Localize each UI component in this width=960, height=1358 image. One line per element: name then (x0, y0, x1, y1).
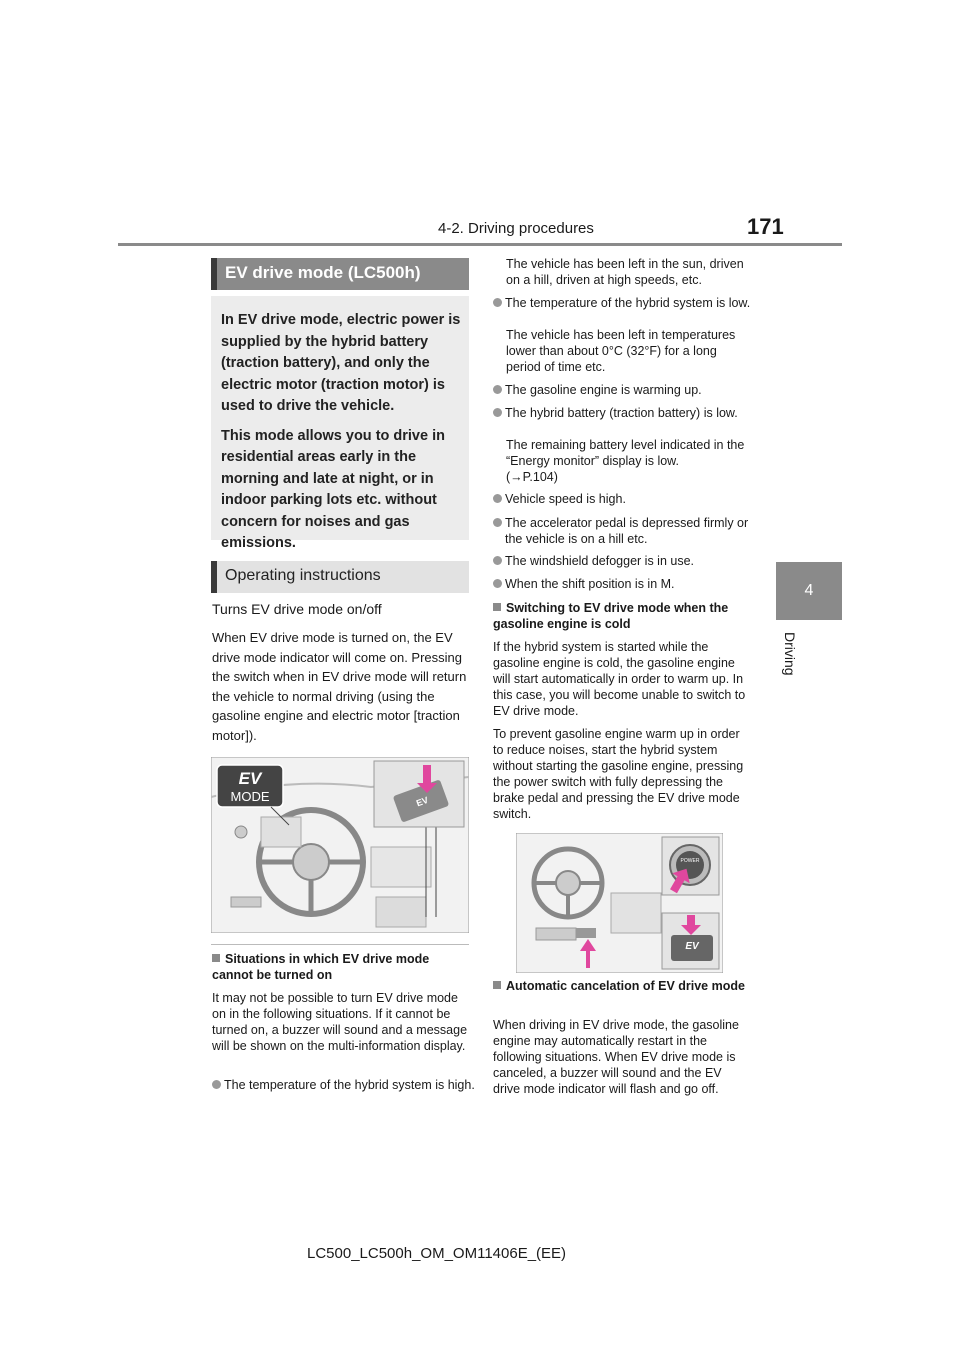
operating-heading (211, 561, 469, 593)
ev-icon-text: EV (238, 769, 262, 788)
turns-heading: Turns EV drive mode on/off (212, 601, 382, 617)
bullet-accelerator: The accelerator pedal is depressed firmly or the vehicle is on a hill etc. (493, 515, 763, 547)
svg-text:EV: EV (414, 794, 430, 809)
situations-body: It may not be possible to turn EV drive mode on in the following situations. If it cannot be turned on, a buzzer will sound and a message will be shown on the multi-information display. (212, 991, 468, 1053)
bullet-shift-m: When the shift position is in M. (493, 576, 763, 592)
intro-paragraph-2: This mode allows you to drive in residential areas early in the morning and late at night, or in indoor parking lots etc. without concern for noises and gas emissions. (221, 427, 445, 551)
section-heading (211, 258, 469, 290)
section-heading-text: EV drive mode (LC500h) (225, 263, 421, 282)
section-title: 4-2. Driving procedures (438, 220, 594, 237)
bullet-battery-low-detail: The remaining battery level indicated in the “Energy monitor” display is low. (506, 438, 745, 468)
ev-switch-text: EV (685, 941, 699, 952)
chapter-tab (776, 562, 842, 620)
cold-heading: Switching to EV drive mode when the gasoline engine is cold (493, 601, 729, 631)
power-switch-illustration (516, 833, 723, 973)
auto-cancel-body: When driving in EV drive mode, the gasoline engine may automatically restart in the following situations. When EV drive mode is canceled, a buzzer will sound and the EV drive mode indicator will flash and go off. (493, 1018, 739, 1096)
bullet-engine-warming: The gasoline engine is warming up. (493, 382, 763, 398)
page-number: 171 (747, 214, 784, 239)
intro-paragraph-1: In EV drive mode, electric power is supplied by the hybrid battery (traction battery), and only the electric motor (traction motor) is used to drive the vehicle. (221, 312, 461, 414)
bullet-speed-high: Vehicle speed is high. (493, 491, 763, 507)
dashboard-illustration (211, 757, 469, 933)
bullet-battery-low: The hybrid battery (traction battery) is low. (493, 405, 763, 421)
mode-icon-text: MODE (230, 789, 270, 804)
situations-heading: Situations in which EV drive mode cannot be turned on (212, 952, 430, 982)
auto-cancel-heading: Automatic cancelation of EV drive mode (493, 978, 751, 994)
cold-paragraph-2: To prevent gasoline engine warm up in order to reduce noises, start the hybrid system without starting the gasoline engine, pressing the power switch with fully depressing the brake pedal and pressing the EV drive mode switch. (493, 727, 744, 821)
header-rule (118, 243, 842, 246)
divider (211, 944, 469, 945)
intro-box (211, 296, 469, 551)
power-button-label: POWER (680, 858, 700, 864)
bullet-hybrid-low-detail: The vehicle has been left in temperatures lower than about 0°C (32°F) for a long period of time etc. (506, 328, 736, 374)
bullet-hybrid-high: The temperature of the hybrid system is high. (212, 1077, 480, 1093)
chapter-label: Driving (782, 632, 798, 676)
document-code: LC500_LC500h_OM_OM11406E_(EE) (307, 1245, 567, 1262)
bullet-hybrid-low: The temperature of the hybrid system is low. (493, 295, 763, 311)
operating-heading-text: Operating instructions (225, 567, 381, 584)
turns-body: When EV drive mode is turned on, the EV drive mode indicator will come on. Pressing the switch when in EV drive mode will return the vehicle to normal driving (using the gasoline engine and electric motor [traction motor]). (212, 630, 467, 743)
cold-paragraph-1: If the hybrid system is started while the gasoline engine is cold, the gasoline engine will start automatically in order to warm up. In this case, you will become unable to switch to EV drive mode. (493, 640, 746, 718)
chapter-number: 4 (804, 582, 814, 599)
page-reference[interactable]: (→P.104) (506, 470, 558, 484)
bullet-hybrid-high-detail: The vehicle has been left in the sun, driven on a hill, driven at high speeds, etc. (506, 257, 744, 287)
bullet-defogger: The windshield defogger is in use. (493, 553, 763, 569)
